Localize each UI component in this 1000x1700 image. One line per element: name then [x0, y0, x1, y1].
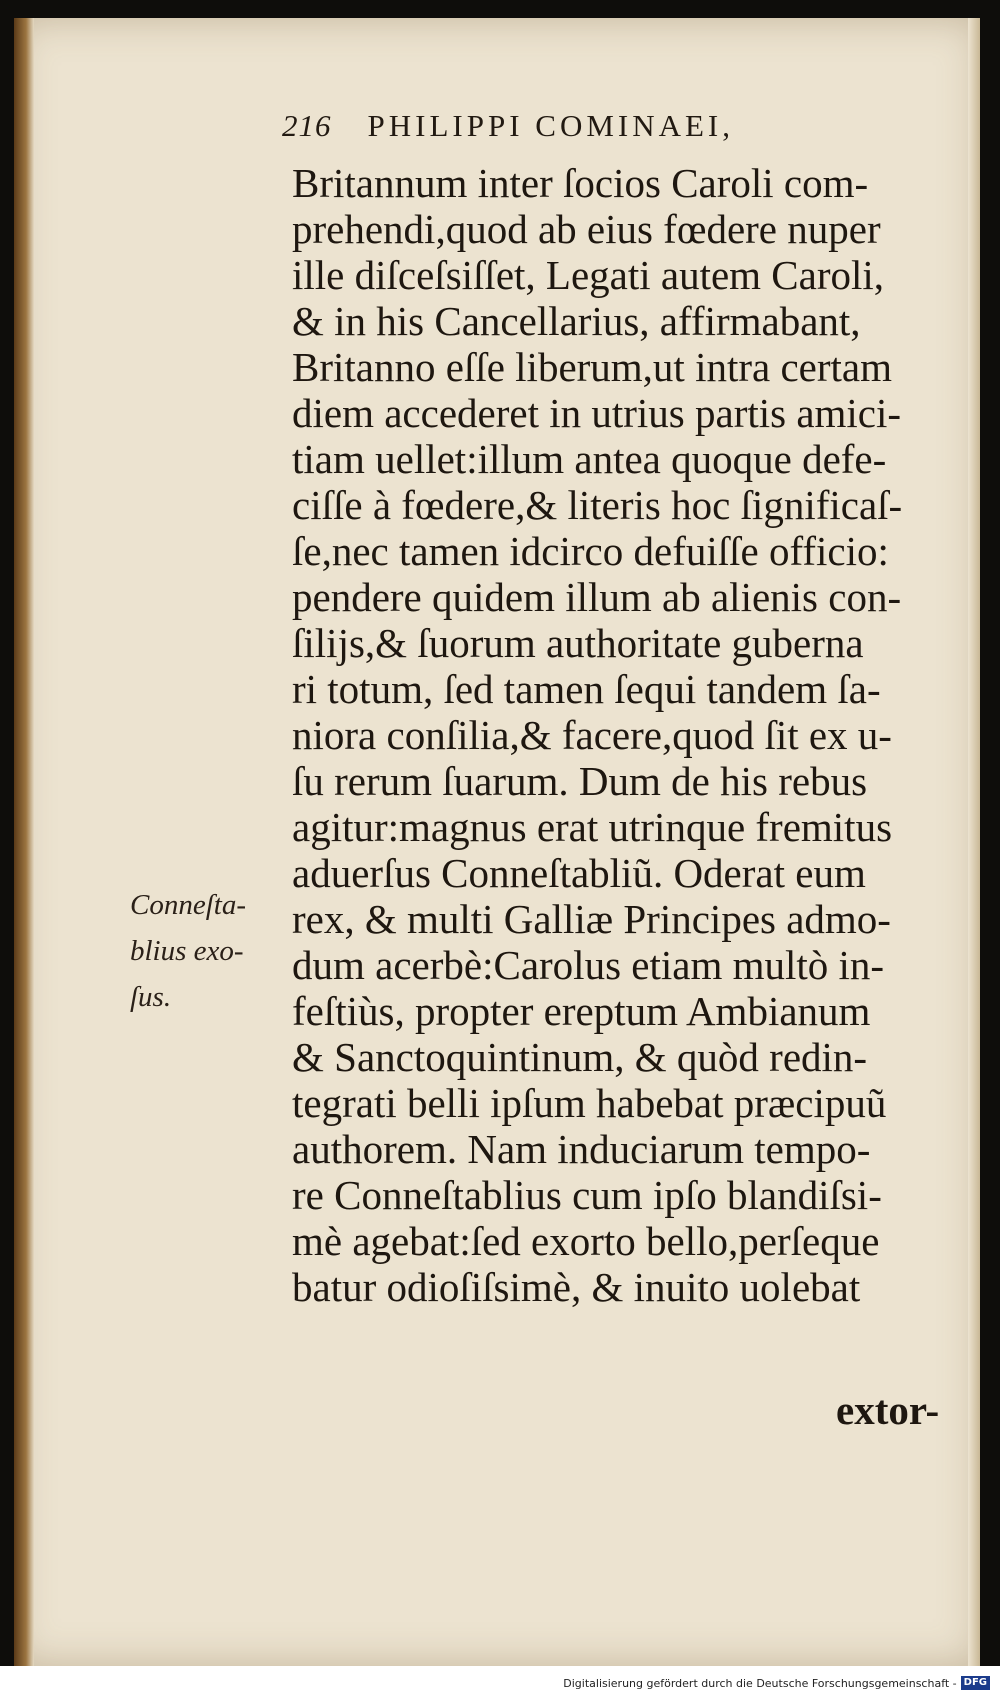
running-title: PHILIPPI COMINAEI, [367, 108, 734, 143]
marginal-note-line: blius exo- [130, 935, 244, 967]
text-line: pendere quidem illum ab alienis con- [292, 574, 902, 620]
text-line: prehendi,quod ab eius fœdere nuper [292, 206, 881, 252]
text-line: Britannum inter ſocios Caroli com- [292, 160, 869, 206]
text-line: mè agebat:ſed exorto bello,perſeque [292, 1218, 880, 1264]
marginal-note-line: ſus. [130, 981, 172, 1013]
dfg-logo-icon: DFG [961, 1676, 990, 1690]
text-line: ſe,nec tamen idcirco defuiſſe officio: [292, 528, 889, 574]
text-line: tegrati belli ipſum habebat præcipuũ [292, 1080, 887, 1126]
marginal-note [130, 882, 290, 1020]
text-line: authorem. Nam induciarum tempo- [292, 1126, 871, 1172]
page-gutter [14, 18, 34, 1666]
text-line: agitur:magnus erat utrinque fremitus [292, 804, 893, 850]
text-line: rex, & multi Galliæ Principes admo- [292, 896, 891, 942]
text-line: tiam uellet:illum antea quoque defe- [292, 436, 887, 482]
text-line: ri totum, ſed tamen ſequi tandem ſa- [292, 666, 881, 712]
marginal-note-line: Conneſta- [130, 889, 246, 921]
running-header [282, 108, 902, 144]
text-line: ille diſceſsiſſet, Legati autem Caroli, [292, 252, 885, 298]
text-line: ſu rerum ſuarum. Dum de his rebus [292, 758, 868, 804]
text-line: re Conneſtablius cum ipſo blandiſsi- [292, 1172, 882, 1218]
digitization-credit [563, 1676, 990, 1690]
text-line: & in his Cancellarius, affirmabant, [292, 298, 861, 344]
body-text [292, 160, 972, 1310]
text-line: ciſſe à fœdere,& literis hoc ſignificaſ- [292, 482, 903, 528]
text-line: Britanno eſſe liberum,ut intra certam [292, 344, 892, 390]
text-line: diem accederet in utrius partis amici- [292, 390, 902, 436]
text-line: feſtiùs, propter ereptum Ambianum [292, 988, 871, 1034]
catchword: extor- [836, 1387, 940, 1433]
text-line: ſilijs,& ſuorum authoritate guberna [292, 620, 864, 666]
text-line: batur odioſiſsimè, & inuito uolebat [292, 1264, 861, 1310]
text-line: aduerſus Conneſtabliũ. Oderat eum [292, 850, 866, 896]
credit-text: Digitalisierung gefördert durch die Deutsche Forschungsgemeinschaft - [563, 1676, 957, 1690]
text-line: & Sanctoquintinum, & quòd redin- [292, 1034, 868, 1080]
text-line: niora conſilia,& facere,quod ſit ex u- [292, 712, 892, 758]
text-line: dum acerbè:Carolus etiam multò in- [292, 942, 885, 988]
page-number: 216 [282, 108, 332, 143]
